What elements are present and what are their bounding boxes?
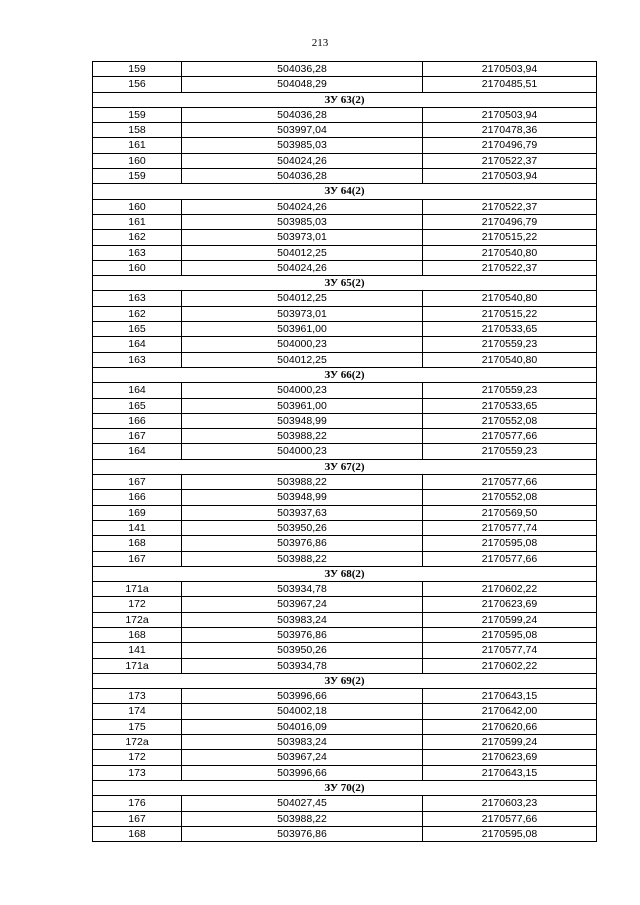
y-coordinate-cell: 2170577,66 <box>423 429 597 444</box>
y-coordinate-cell: 2170559,23 <box>423 444 597 459</box>
section-header-row <box>93 459 597 474</box>
table-row <box>93 643 597 658</box>
point-number-cell: 160 <box>93 153 182 168</box>
x-coordinate-cell: 504000,23 <box>182 337 423 352</box>
x-coordinate-cell: 504012,25 <box>182 291 423 306</box>
y-coordinate-cell: 2170599,24 <box>423 612 597 627</box>
table-row <box>93 214 597 229</box>
x-coordinate-cell: 503934,78 <box>182 658 423 673</box>
section-header-row <box>93 92 597 107</box>
section-header-row <box>93 276 597 291</box>
y-coordinate-cell: 2170515,22 <box>423 230 597 245</box>
point-number-cell: 176 <box>93 796 182 811</box>
y-coordinate-cell: 2170603,23 <box>423 796 597 811</box>
point-number-cell: 163 <box>93 291 182 306</box>
point-number-cell: 175 <box>93 719 182 734</box>
table-row <box>93 475 597 490</box>
point-number-cell: 166 <box>93 413 182 428</box>
table-row <box>93 337 597 352</box>
x-coordinate-cell: 504000,23 <box>182 383 423 398</box>
point-number-cell: 159 <box>93 169 182 184</box>
point-number-cell: 159 <box>93 62 182 77</box>
x-coordinate-cell: 503988,22 <box>182 551 423 566</box>
x-coordinate-cell: 503973,01 <box>182 306 423 321</box>
y-coordinate-cell: 2170496,79 <box>423 138 597 153</box>
x-coordinate-cell: 504036,28 <box>182 62 423 77</box>
y-coordinate-cell: 2170533,65 <box>423 322 597 337</box>
y-coordinate-cell: 2170577,66 <box>423 475 597 490</box>
x-coordinate-cell: 504027,45 <box>182 796 423 811</box>
x-coordinate-cell: 503950,26 <box>182 520 423 535</box>
y-coordinate-cell: 2170599,24 <box>423 735 597 750</box>
x-coordinate-cell: 503996,66 <box>182 689 423 704</box>
table-row <box>93 291 597 306</box>
point-number-cell: 168 <box>93 536 182 551</box>
table-row <box>93 796 597 811</box>
y-coordinate-cell: 2170503,94 <box>423 107 597 122</box>
x-coordinate-cell: 504024,26 <box>182 199 423 214</box>
x-coordinate-cell: 503950,26 <box>182 643 423 658</box>
y-coordinate-cell: 2170515,22 <box>423 306 597 321</box>
point-number-cell: 163 <box>93 245 182 260</box>
x-coordinate-cell: 503967,24 <box>182 750 423 765</box>
point-number-cell: 166 <box>93 490 182 505</box>
point-number-cell: 173 <box>93 689 182 704</box>
section-title: ЗУ 67(2) <box>93 459 597 474</box>
x-coordinate-cell: 503967,24 <box>182 597 423 612</box>
y-coordinate-cell: 2170602,22 <box>423 658 597 673</box>
point-number-cell: 160 <box>93 199 182 214</box>
x-coordinate-cell: 504002,18 <box>182 704 423 719</box>
point-number-cell: 167 <box>93 475 182 490</box>
table-row <box>93 429 597 444</box>
table-row <box>93 444 597 459</box>
table-row <box>93 536 597 551</box>
x-coordinate-cell: 504036,28 <box>182 107 423 122</box>
x-coordinate-cell: 504012,25 <box>182 245 423 260</box>
point-number-cell: 171а <box>93 582 182 597</box>
table-row <box>93 658 597 673</box>
x-coordinate-cell: 503983,24 <box>182 612 423 627</box>
table-row <box>93 62 597 77</box>
point-number-cell: 164 <box>93 337 182 352</box>
y-coordinate-cell: 2170642,00 <box>423 704 597 719</box>
y-coordinate-cell: 2170503,94 <box>423 169 597 184</box>
y-coordinate-cell: 2170540,80 <box>423 245 597 260</box>
point-number-cell: 161 <box>93 138 182 153</box>
point-number-cell: 167 <box>93 429 182 444</box>
table-row <box>93 551 597 566</box>
point-number-cell: 162 <box>93 306 182 321</box>
x-coordinate-cell: 503934,78 <box>182 582 423 597</box>
x-coordinate-cell: 504036,28 <box>182 169 423 184</box>
x-coordinate-cell: 504012,25 <box>182 352 423 367</box>
section-header-row <box>93 673 597 688</box>
point-number-cell: 141 <box>93 643 182 658</box>
x-coordinate-cell: 503948,99 <box>182 490 423 505</box>
y-coordinate-cell: 2170643,15 <box>423 765 597 780</box>
section-header-row <box>93 184 597 199</box>
table-row <box>93 582 597 597</box>
y-coordinate-cell: 2170577,74 <box>423 520 597 535</box>
section-header-row <box>93 780 597 795</box>
table-row <box>93 750 597 765</box>
y-coordinate-cell: 2170485,51 <box>423 77 597 92</box>
y-coordinate-cell: 2170540,80 <box>423 291 597 306</box>
section-title: ЗУ 63(2) <box>93 92 597 107</box>
y-coordinate-cell: 2170522,37 <box>423 260 597 275</box>
page-number: 213 <box>311 37 329 49</box>
y-coordinate-cell: 2170559,23 <box>423 337 597 352</box>
table-row <box>93 520 597 535</box>
point-number-cell: 162 <box>93 230 182 245</box>
y-coordinate-cell: 2170540,80 <box>423 352 597 367</box>
table-row <box>93 735 597 750</box>
point-number-cell: 156 <box>93 77 182 92</box>
y-coordinate-cell: 2170533,65 <box>423 398 597 413</box>
table-row <box>93 490 597 505</box>
x-coordinate-cell: 503976,86 <box>182 826 423 841</box>
table-row <box>93 107 597 122</box>
table-row <box>93 413 597 428</box>
table-row <box>93 398 597 413</box>
y-coordinate-cell: 2170552,08 <box>423 413 597 428</box>
y-coordinate-cell: 2170643,15 <box>423 689 597 704</box>
y-coordinate-cell: 2170478,36 <box>423 123 597 138</box>
point-number-cell: 158 <box>93 123 182 138</box>
point-number-cell: 167 <box>93 551 182 566</box>
x-coordinate-cell: 503985,03 <box>182 214 423 229</box>
table-row <box>93 153 597 168</box>
x-coordinate-cell: 503983,24 <box>182 735 423 750</box>
x-coordinate-cell: 503988,22 <box>182 429 423 444</box>
section-title: ЗУ 66(2) <box>93 367 597 382</box>
table-row <box>93 245 597 260</box>
table-row <box>93 383 597 398</box>
section-title: ЗУ 68(2) <box>93 566 597 581</box>
table-row <box>93 612 597 627</box>
x-coordinate-cell: 503961,00 <box>182 322 423 337</box>
y-coordinate-cell: 2170577,66 <box>423 551 597 566</box>
y-coordinate-cell: 2170569,50 <box>423 505 597 520</box>
table-row <box>93 260 597 275</box>
table-row <box>93 765 597 780</box>
table-row <box>93 169 597 184</box>
table-row <box>93 138 597 153</box>
point-number-cell: 167 <box>93 811 182 826</box>
point-number-cell: 163 <box>93 352 182 367</box>
x-coordinate-cell: 503973,01 <box>182 230 423 245</box>
table-row <box>93 597 597 612</box>
y-coordinate-cell: 2170577,66 <box>423 811 597 826</box>
y-coordinate-cell: 2170559,23 <box>423 383 597 398</box>
section-title: ЗУ 69(2) <box>93 673 597 688</box>
section-title: ЗУ 65(2) <box>93 276 597 291</box>
table-row <box>93 306 597 321</box>
y-coordinate-cell: 2170602,22 <box>423 582 597 597</box>
point-number-cell: 160 <box>93 260 182 275</box>
y-coordinate-cell: 2170503,94 <box>423 62 597 77</box>
x-coordinate-cell: 503988,22 <box>182 475 423 490</box>
point-number-cell: 172а <box>93 735 182 750</box>
section-title: ЗУ 64(2) <box>93 184 597 199</box>
table-row <box>93 704 597 719</box>
x-coordinate-cell: 503937,63 <box>182 505 423 520</box>
point-number-cell: 168 <box>93 826 182 841</box>
x-coordinate-cell: 503985,03 <box>182 138 423 153</box>
y-coordinate-cell: 2170577,74 <box>423 643 597 658</box>
y-coordinate-cell: 2170595,08 <box>423 826 597 841</box>
y-coordinate-cell: 2170623,69 <box>423 597 597 612</box>
x-coordinate-cell: 503961,00 <box>182 398 423 413</box>
point-number-cell: 172 <box>93 750 182 765</box>
x-coordinate-cell: 504000,23 <box>182 444 423 459</box>
table-row <box>93 689 597 704</box>
point-number-cell: 141 <box>93 520 182 535</box>
x-coordinate-cell: 503996,66 <box>182 765 423 780</box>
y-coordinate-cell: 2170595,08 <box>423 627 597 642</box>
table-row <box>93 719 597 734</box>
point-number-cell: 171а <box>93 658 182 673</box>
coordinates-table-body <box>93 62 597 842</box>
point-number-cell: 174 <box>93 704 182 719</box>
x-coordinate-cell: 504024,26 <box>182 260 423 275</box>
table-row <box>93 352 597 367</box>
x-coordinate-cell: 504016,09 <box>182 719 423 734</box>
x-coordinate-cell: 504048,29 <box>182 77 423 92</box>
table-row <box>93 627 597 642</box>
y-coordinate-cell: 2170620,66 <box>423 719 597 734</box>
x-coordinate-cell: 504024,26 <box>182 153 423 168</box>
x-coordinate-cell: 503997,04 <box>182 123 423 138</box>
y-coordinate-cell: 2170552,08 <box>423 490 597 505</box>
x-coordinate-cell: 503976,86 <box>182 536 423 551</box>
table-row <box>93 505 597 520</box>
section-header-row <box>93 566 597 581</box>
point-number-cell: 168 <box>93 627 182 642</box>
table-row <box>93 322 597 337</box>
point-number-cell: 169 <box>93 505 182 520</box>
section-title: ЗУ 70(2) <box>93 780 597 795</box>
x-coordinate-cell: 503948,99 <box>182 413 423 428</box>
point-number-cell: 161 <box>93 214 182 229</box>
point-number-cell: 165 <box>93 322 182 337</box>
point-number-cell: 164 <box>93 444 182 459</box>
point-number-cell: 173 <box>93 765 182 780</box>
x-coordinate-cell: 503988,22 <box>182 811 423 826</box>
y-coordinate-cell: 2170522,37 <box>423 199 597 214</box>
y-coordinate-cell: 2170623,69 <box>423 750 597 765</box>
point-number-cell: 172 <box>93 597 182 612</box>
point-number-cell: 165 <box>93 398 182 413</box>
point-number-cell: 159 <box>93 107 182 122</box>
y-coordinate-cell: 2170496,79 <box>423 214 597 229</box>
point-number-cell: 172а <box>93 612 182 627</box>
table-row <box>93 811 597 826</box>
x-coordinate-cell: 503976,86 <box>182 627 423 642</box>
y-coordinate-cell: 2170522,37 <box>423 153 597 168</box>
section-header-row <box>93 367 597 382</box>
y-coordinate-cell: 2170595,08 <box>423 536 597 551</box>
point-number-cell: 164 <box>93 383 182 398</box>
table-row <box>93 826 597 841</box>
table-row <box>93 77 597 92</box>
table-row <box>93 199 597 214</box>
table-row <box>93 230 597 245</box>
coordinates-table <box>92 61 597 842</box>
table-row <box>93 123 597 138</box>
